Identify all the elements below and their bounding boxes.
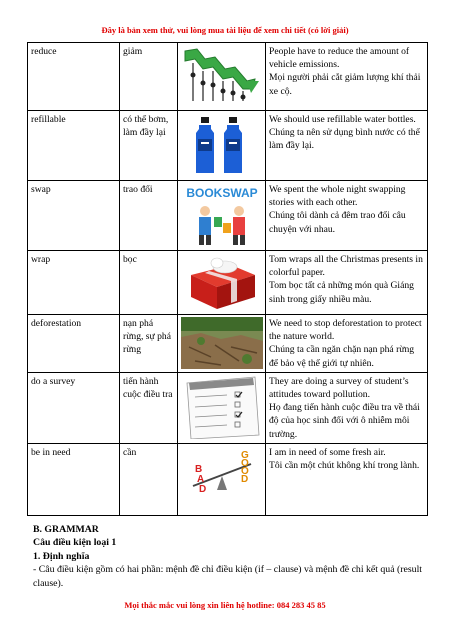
example-cell — [266, 181, 428, 251]
meaning-cell: giảm — [120, 43, 178, 111]
picture-cell — [178, 111, 266, 181]
letter-o: O — [241, 457, 249, 469]
book-swap-logo-text: BOOKSWAP — [186, 186, 258, 200]
example-english: Tom wraps all the Christmas presents in colorful paper. — [269, 254, 423, 279]
meaning-cell: tiến hành cuộc điều tra — [120, 372, 178, 443]
falling-chart-image — [181, 45, 263, 107]
table-row — [28, 251, 428, 315]
example-vietnamese: Mọi người phải cắt giảm lượng khí thải xe cộ. — [269, 72, 421, 97]
word-cell: swap — [28, 181, 120, 251]
good-bad-image — [181, 446, 263, 512]
grammar-paragraph: - Câu điều kiện gồm có hai phần: mệnh đề chỉ điều kiện (if – clause) và mệnh đề chỉ kết quả (result clause). — [33, 564, 423, 589]
picture-cell — [178, 372, 266, 443]
picture-cell — [178, 315, 266, 373]
example-vietnamese: Tom bọc tất cả những món quà Giáng sinh trong giấy nhiều màu. — [269, 280, 414, 305]
word-cell: refillable — [28, 111, 120, 181]
word-cell: be in need — [28, 443, 120, 515]
example-vietnamese: Họ đang tiến hành cuộc điều tra về thái độ của học sinh đối với ô nhiễm môi trường. — [269, 402, 420, 440]
grammar-section-title: 1. Định nghĩa — [33, 550, 90, 562]
meaning-cell: trao đổi — [120, 181, 178, 251]
table-row — [28, 443, 428, 515]
picture-cell — [178, 251, 266, 315]
example-english: They are doing a survey of student’s attitudes toward pollution. — [269, 375, 409, 401]
table-row — [28, 372, 428, 443]
picture-cell — [178, 43, 266, 111]
table-row — [28, 315, 428, 373]
picture-cell — [178, 443, 266, 515]
example-cell — [266, 315, 428, 373]
survey-form-image — [181, 375, 263, 439]
word-cell: reduce — [28, 43, 120, 111]
example-cell — [266, 251, 428, 315]
word-cell: wrap — [28, 251, 120, 315]
example-vietnamese: Chúng ta cần ngăn chặn nạn phá rừng để bảo vệ thế giới tự nhiên. — [269, 344, 415, 369]
table-row — [28, 111, 428, 181]
letter-d: D — [199, 483, 207, 495]
picture-cell — [178, 181, 266, 251]
grammar-section — [33, 523, 428, 590]
word-cell: deforestation — [28, 315, 120, 373]
vocabulary-table — [27, 42, 428, 516]
example-cell — [266, 111, 428, 181]
footer-notice: Mọi thắc mắc vui lòng xin liên hệ hotline: 084 283 45 85 — [124, 600, 326, 610]
example-vietnamese: Chúng tôi dành cả đêm trao đổi câu chuyện với nhau. — [269, 210, 406, 235]
meaning-cell: có thể bơm, làm đầy lại — [120, 111, 178, 181]
grammar-subheading: Câu điều kiện loại 1 — [33, 537, 117, 549]
example-cell — [266, 372, 428, 443]
meaning-cell: cần — [120, 443, 178, 515]
table-row — [28, 43, 428, 111]
letter-o: O — [241, 465, 249, 477]
meaning-cell: nạn phá rừng, sự phá rừng — [120, 315, 178, 373]
example-cell — [266, 443, 428, 515]
example-english: People have to reduce the amount of vehicle emissions. — [269, 46, 410, 71]
example-vietnamese: Tôi cần một chút không khí trong lành. — [269, 460, 420, 472]
example-english: We spent the whole night swapping stories with each other. — [269, 184, 406, 209]
example-vietnamese: Chúng ta nên sử dụng bình nước có thể làm đầy lại. — [269, 127, 420, 152]
water-bottles-image — [181, 113, 263, 177]
book-swap-image — [181, 183, 263, 247]
cut-forest-image — [181, 317, 263, 369]
example-english: We need to stop deforestation to protect the nature world. — [269, 318, 422, 343]
example-cell — [266, 43, 428, 111]
word-cell: do a survey — [28, 372, 120, 443]
letter-d: D — [241, 473, 249, 485]
header-notice: Đây là bản xem thử, vui lòng mua tài liệu để xem chi tiết (có lời giải) — [101, 25, 349, 35]
letter-g: G — [241, 449, 249, 461]
meaning-cell: bọc — [120, 251, 178, 315]
table-row — [28, 181, 428, 251]
letter-a: A — [197, 473, 205, 485]
example-english: We should use refillable water bottles. — [269, 114, 416, 125]
example-english: I am in need of some fresh air. — [269, 446, 386, 458]
letter-b: B — [195, 463, 203, 475]
grammar-heading: B. GRAMMAR — [33, 524, 99, 535]
gift-box-image — [181, 253, 263, 311]
